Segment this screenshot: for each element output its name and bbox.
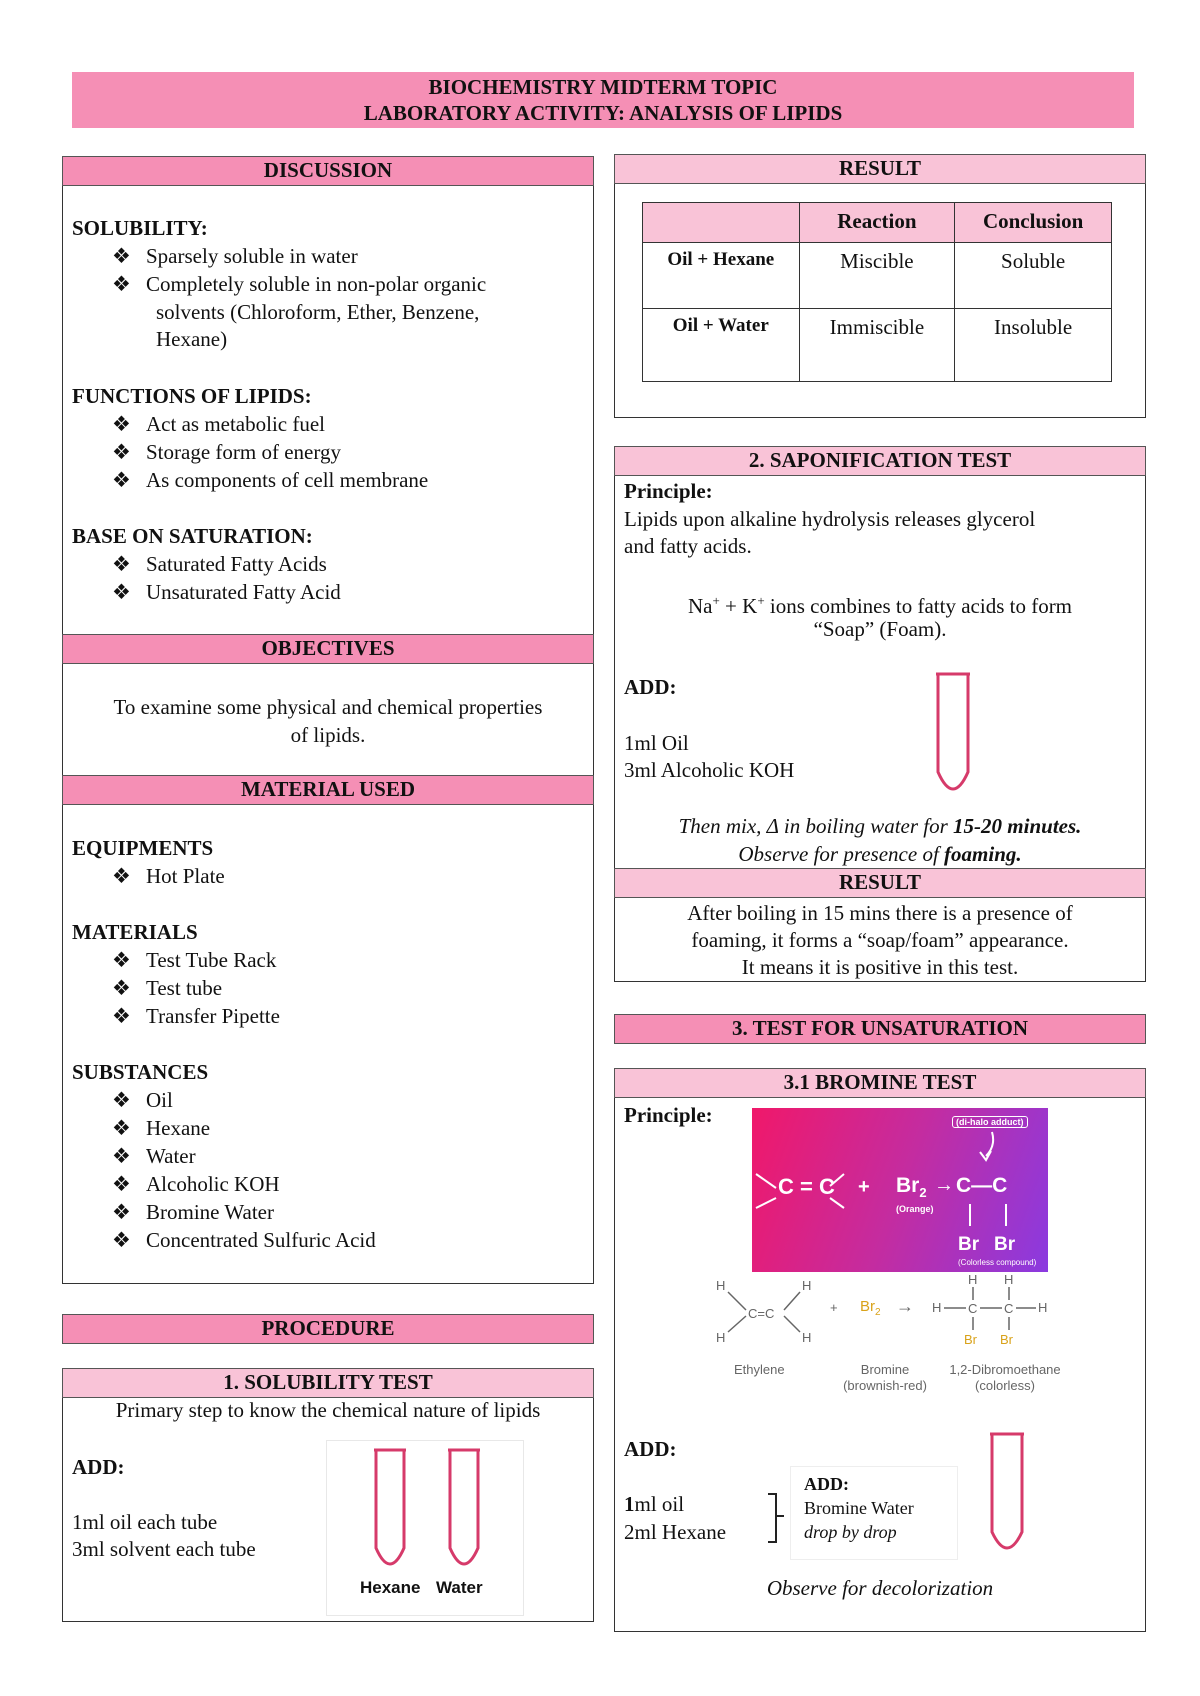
svg-text:H: H bbox=[932, 1300, 942, 1315]
solubility-item: Sparsely soluble in water bbox=[146, 244, 358, 268]
materials-bullet: ❖ bbox=[112, 1200, 131, 1224]
table-header-cell: Reaction bbox=[799, 203, 955, 243]
solubility-item: solvents (Chloroform, Ether, Benzene, bbox=[156, 300, 480, 324]
bromine-observe: Observe for decolorization bbox=[766, 1576, 994, 1600]
table-cell: Insoluble bbox=[955, 309, 1112, 382]
materials-bullet: ❖ bbox=[112, 1116, 131, 1140]
functions-item: Act as metabolic fuel bbox=[146, 412, 326, 436]
saponification-step: 1ml Oil bbox=[624, 731, 689, 755]
ion-na: Na bbox=[687, 594, 713, 618]
objectives-line: of lipids. bbox=[290, 723, 366, 747]
material-item: Test tube bbox=[146, 976, 223, 1000]
bromine-step bbox=[624, 1490, 684, 1518]
saponification-soap: “Soap” (Foam). bbox=[813, 617, 947, 641]
result-title: RESULT bbox=[614, 154, 1146, 184]
observe-foaming: foaming. bbox=[944, 842, 1022, 866]
test-tube-icon bbox=[986, 1432, 1028, 1562]
ion-k: + K bbox=[725, 594, 758, 618]
solubility-item: Hexane) bbox=[156, 327, 228, 351]
bromine-test-title: 3.1 BROMINE TEST bbox=[614, 1068, 1146, 1098]
functions-heading: FUNCTIONS OF LIPIDS: bbox=[72, 384, 312, 408]
result2-title: RESULT bbox=[614, 868, 1146, 898]
svg-text:H: H bbox=[1004, 1272, 1014, 1287]
observe-text: Observe for presence of bbox=[738, 842, 945, 866]
materials-bullet: ❖ bbox=[112, 864, 131, 888]
reaction-arrow: → bbox=[896, 1296, 914, 1316]
saponification-add: ADD: bbox=[624, 675, 677, 699]
product-br-a: Br bbox=[958, 1234, 980, 1255]
document-header bbox=[72, 72, 1134, 128]
saponification-title: 2. SAPONIFICATION TEST bbox=[614, 446, 1146, 476]
substance-item: Hexane bbox=[146, 1116, 211, 1140]
svg-text:C: C bbox=[1004, 1301, 1014, 1316]
materials-bullet: ❖ bbox=[112, 1228, 131, 1252]
svg-text:C=C: C=C bbox=[748, 1306, 775, 1321]
solubility-item: Completely soluble in non-polar organic bbox=[146, 272, 487, 296]
solubility-test-step: 3ml solvent each tube bbox=[72, 1537, 256, 1561]
bromine-step: 2ml Hexane bbox=[624, 1520, 727, 1544]
saponification-principle: and fatty acids. bbox=[624, 534, 752, 558]
ethylene-structure-icon bbox=[710, 1272, 820, 1352]
table-cell: Oil + Hexane bbox=[643, 243, 800, 309]
materials-bullet: ❖ bbox=[112, 1172, 131, 1196]
product-sublabel: (colorless) bbox=[975, 1378, 1035, 1393]
result-table bbox=[642, 202, 1112, 382]
bromine-add2-label: ADD: bbox=[804, 1474, 849, 1494]
discussion-bullet: ❖ bbox=[112, 272, 131, 296]
svg-text:H: H bbox=[716, 1330, 726, 1345]
materials-bullet: ❖ bbox=[112, 948, 131, 972]
svg-text:H: H bbox=[1038, 1300, 1048, 1315]
bromine-symbol: Br bbox=[896, 1174, 920, 1197]
procedure-title: PROCEDURE bbox=[62, 1314, 594, 1344]
table-header-cell bbox=[643, 203, 800, 243]
material-used-title: MATERIAL USED bbox=[62, 775, 594, 805]
svg-text:H: H bbox=[716, 1278, 726, 1293]
discussion-bullet: ❖ bbox=[112, 580, 131, 604]
solubility-test-intro: Primary step to know the chemical nature of lipids bbox=[115, 1398, 541, 1422]
ethylene-label: Ethylene bbox=[734, 1362, 785, 1377]
saponification-step: 3ml Alcoholic KOH bbox=[624, 758, 795, 782]
bromine-formula bbox=[860, 1298, 881, 1318]
objectives-title: OBJECTIVES bbox=[62, 634, 594, 664]
tube-label-hexane: Hexane bbox=[360, 1578, 421, 1597]
test-tube-icon bbox=[932, 672, 974, 804]
dibromoethane-structure-icon bbox=[928, 1272, 1058, 1362]
bromine-subscript: 2 bbox=[919, 1185, 927, 1201]
equipment-item: Hot Plate bbox=[146, 864, 225, 888]
bracket-icon bbox=[764, 1492, 786, 1544]
table-row bbox=[643, 243, 1112, 309]
reaction-arrow: → bbox=[934, 1174, 954, 1196]
ion-text: ions combines to fatty acids to form bbox=[764, 594, 1073, 618]
materials-bullet: ❖ bbox=[112, 1004, 131, 1028]
solubility-heading: SOLUBILITY: bbox=[72, 216, 208, 240]
svg-text:Br: Br bbox=[1000, 1332, 1013, 1347]
result2-line: After boiling in 15 mins there is a presence of bbox=[687, 901, 1073, 925]
bromine-step-number: 1 bbox=[624, 1492, 635, 1516]
product-br-b: Br bbox=[994, 1234, 1016, 1255]
material-item: Test Tube Rack bbox=[146, 948, 277, 972]
material-item: Transfer Pipette bbox=[146, 1004, 280, 1028]
plus-sign: + bbox=[858, 1176, 870, 1198]
solubility-test-step: 1ml oil each tube bbox=[72, 1510, 218, 1534]
bromine-add: ADD: bbox=[624, 1437, 677, 1461]
product-bonds-icon bbox=[964, 1202, 1024, 1232]
bromine-subscript: 2 bbox=[875, 1307, 881, 1318]
bromine-step-text: ml oil bbox=[634, 1492, 685, 1516]
table-header-cell: Conclusion bbox=[955, 203, 1112, 243]
arrow-down-icon bbox=[978, 1130, 998, 1164]
table-cell: Soluble bbox=[955, 243, 1112, 309]
bromine-water: Bromine Water bbox=[804, 1498, 914, 1518]
orange-label: (Orange) bbox=[896, 1204, 934, 1214]
test-tube-icon bbox=[370, 1448, 410, 1578]
adduct-label: (di-halo adduct) bbox=[952, 1116, 1028, 1128]
ethylene-reaction-diagram bbox=[700, 1272, 1070, 1402]
svg-text:H: H bbox=[802, 1278, 812, 1293]
materials-bullet: ❖ bbox=[112, 976, 131, 1000]
ion-charge: + bbox=[757, 593, 765, 608]
table-row bbox=[643, 309, 1112, 382]
discussion-bullet: ❖ bbox=[112, 412, 131, 436]
drop-by-drop: drop by drop bbox=[804, 1522, 897, 1542]
product-formula: C—C bbox=[956, 1174, 1008, 1197]
saturation-item: Saturated Fatty Acids bbox=[146, 552, 327, 576]
saturation-item: Unsaturated Fatty Acid bbox=[146, 580, 341, 604]
functions-item: Storage form of energy bbox=[146, 440, 341, 464]
equipments-heading: EQUIPMENTS bbox=[72, 836, 214, 860]
result2-line: It means it is positive in this test. bbox=[741, 955, 1019, 979]
bromine-sublabel: (brownish-red) bbox=[843, 1378, 927, 1393]
substance-item: Bromine Water bbox=[146, 1200, 274, 1224]
ion-charge: + bbox=[712, 593, 720, 608]
unsaturation-title: 3. TEST FOR UNSATURATION bbox=[614, 1014, 1146, 1044]
result2-line: foaming, it forms a “soap/foam” appearance. bbox=[691, 928, 1069, 952]
header-subtitle: LABORATORY ACTIVITY: ANALYSIS OF LIPIDS bbox=[363, 101, 843, 125]
substances-heading: SUBSTANCES bbox=[72, 1060, 209, 1084]
substance-item: Alcoholic KOH bbox=[146, 1172, 280, 1196]
saponification-principle-label: Principle: bbox=[624, 479, 713, 503]
table-cell: Oil + Water bbox=[643, 309, 800, 382]
objectives-line: To examine some physical and chemical properties bbox=[113, 695, 543, 719]
header-title: BIOCHEMISTRY MIDTERM TOPIC bbox=[428, 75, 778, 99]
materials-heading: MATERIALS bbox=[72, 920, 198, 944]
svg-text:Br: Br bbox=[964, 1332, 977, 1347]
colorless-label: (Colorless compound) bbox=[958, 1258, 1037, 1267]
test-tubes-illustration bbox=[326, 1440, 524, 1616]
alkene-formula: C = C bbox=[778, 1174, 835, 1199]
discussion-bullet: ❖ bbox=[112, 552, 131, 576]
plus-sign: + bbox=[830, 1300, 838, 1315]
substance-item: Concentrated Sulfuric Acid bbox=[146, 1228, 376, 1252]
bromine-formula bbox=[896, 1174, 927, 1200]
bromine-symbol: Br bbox=[860, 1298, 875, 1315]
svg-text:H: H bbox=[968, 1272, 978, 1287]
tube-label-water: Water bbox=[436, 1578, 483, 1597]
functions-item: As components of cell membrane bbox=[146, 468, 429, 492]
svg-text:C: C bbox=[968, 1301, 978, 1316]
bromine-label: Bromine bbox=[860, 1362, 910, 1377]
solubility-test-add: ADD: bbox=[72, 1455, 125, 1479]
test-tube-icon bbox=[444, 1448, 484, 1578]
materials-bullet: ❖ bbox=[112, 1088, 131, 1112]
instruction-time: 15-20 minutes. bbox=[953, 814, 1082, 838]
bromine-reaction-diagram bbox=[752, 1108, 1048, 1272]
discussion-bullet: ❖ bbox=[112, 440, 131, 464]
bromine-principle-label: Principle: bbox=[624, 1103, 713, 1127]
materials-bullet: ❖ bbox=[112, 1144, 131, 1168]
saponification-instruction bbox=[614, 812, 1146, 840]
discussion-bullet: ❖ bbox=[112, 468, 131, 492]
saponification-principle: Lipids upon alkaline hydrolysis releases glycerol bbox=[624, 507, 1036, 531]
table-cell: Immiscible bbox=[799, 309, 955, 382]
solubility-test-title: 1. SOLUBILITY TEST bbox=[62, 1368, 594, 1398]
saponification-observe bbox=[614, 840, 1146, 868]
instruction-text: Then mix, Δ in boiling water for bbox=[678, 814, 954, 838]
table-cell: Miscible bbox=[799, 243, 955, 309]
substance-item: Water bbox=[146, 1144, 196, 1168]
discussion-bullet: ❖ bbox=[112, 244, 131, 268]
product-label: 1,2-Dibromoethane bbox=[949, 1362, 1061, 1377]
saturation-heading: BASE ON SATURATION: bbox=[72, 524, 313, 548]
substance-item: Oil bbox=[146, 1088, 173, 1112]
discussion-title: DISCUSSION bbox=[62, 156, 594, 186]
svg-text:H: H bbox=[802, 1330, 812, 1345]
